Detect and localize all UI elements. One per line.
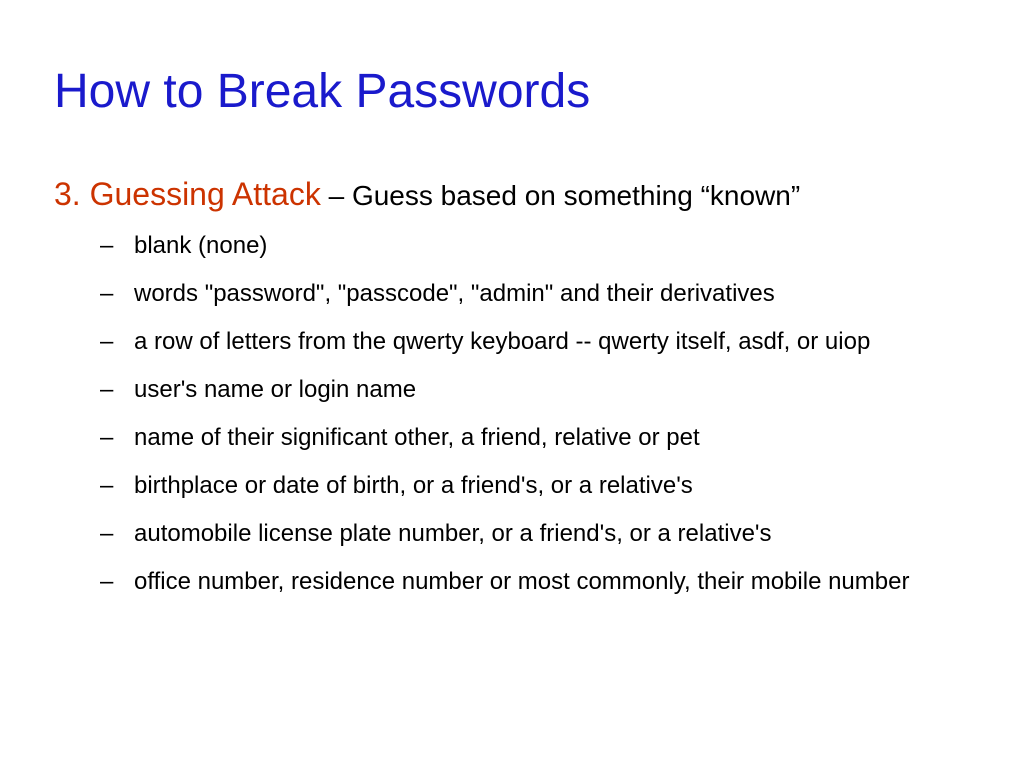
bullet-text: name of their significant other, a friend, relative or pet <box>134 424 700 451</box>
list-item <box>100 229 1000 263</box>
list-item <box>100 517 1000 551</box>
bullet-text: user's name or login name <box>134 376 417 403</box>
dash-marker: – <box>100 472 114 499</box>
list-item <box>100 325 1000 359</box>
slide-title: How to Break Passwords <box>54 65 591 118</box>
bullet-text: blank (none) <box>134 232 268 259</box>
list-item <box>100 421 1000 455</box>
bullet-text: automobile license plate number, or a friend's, or a relative's <box>134 520 772 547</box>
dash-marker: – <box>100 568 114 595</box>
bullet-text: birthplace or date of birth, or a friend's, or a relative's <box>134 472 693 499</box>
bullet-text: words "password", "passcode", "admin" and their derivatives <box>134 280 775 307</box>
dash-marker: – <box>100 424 114 451</box>
main-point-description: – Guess based on something “known” <box>320 180 801 211</box>
list-item <box>100 469 1000 503</box>
list-item <box>100 277 1000 311</box>
main-point-label: 3. Guessing Attack <box>54 176 321 212</box>
bullet-text: a row of letters from the qwerty keyboard -- qwerty itself, asdf, or uiop <box>134 328 871 355</box>
bullet-text: office number, residence number or most commonly, their mobile number <box>134 568 910 595</box>
list-item <box>100 565 1000 599</box>
dash-marker: – <box>100 376 114 403</box>
main-point <box>54 175 800 213</box>
bullet-list <box>100 229 1000 613</box>
dash-marker: – <box>100 232 114 259</box>
dash-marker: – <box>100 520 114 547</box>
list-item <box>100 373 1000 407</box>
dash-marker: – <box>100 280 114 307</box>
dash-marker: – <box>100 328 114 355</box>
